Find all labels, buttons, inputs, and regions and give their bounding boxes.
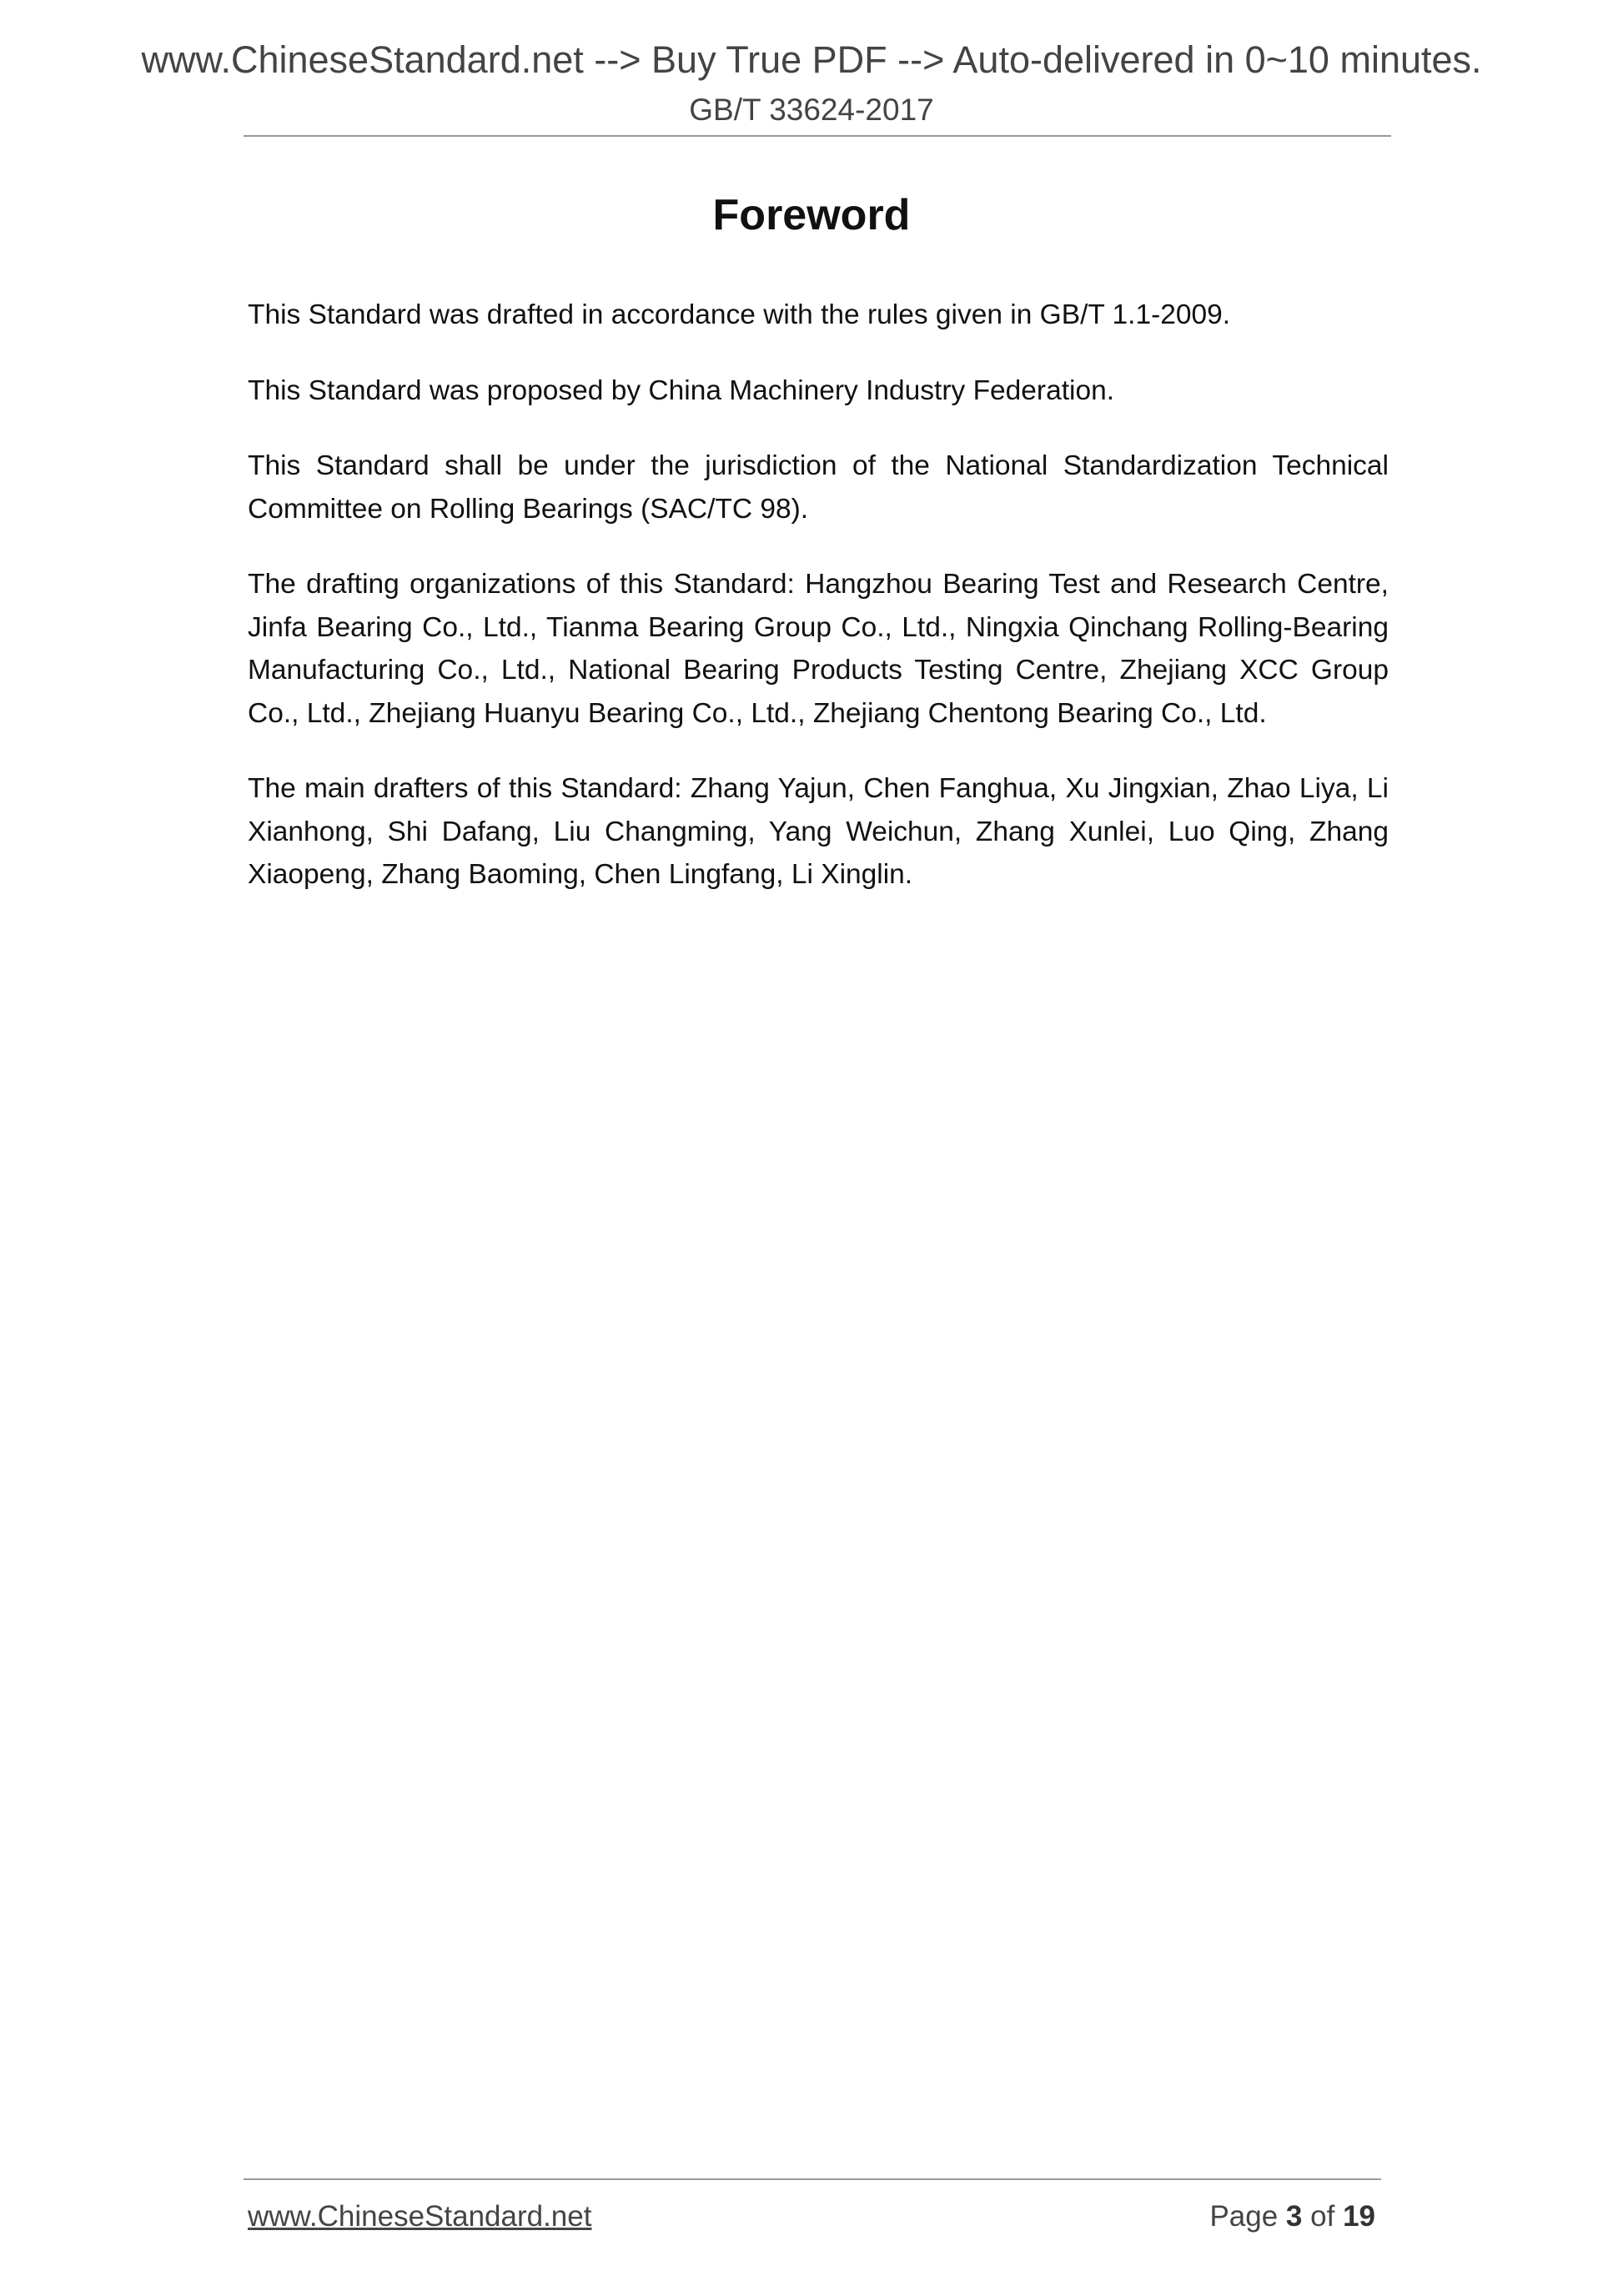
page-current: 3 <box>1285 2200 1303 2233</box>
paragraph: This Standard was proposed by China Machinery Industry Federation. <box>248 374 1115 406</box>
page-prefix: Page <box>1209 2200 1279 2233</box>
page-of: of <box>1310 2200 1335 2233</box>
footer-website-link[interactable]: www.ChineseStandard.net <box>248 2200 592 2233</box>
paragraph: The main drafters of this Standard: Zhang Yajun, Chen Fanghua, Xu Jingxian, Zhao Liya, Li Xianhong, Shi Dafang, Liu Changming, Yang Weichun, Zhang Xunlei, Luo Qing, Zhang Xiaopeng, Zhang Baoming, Chen Lingfang, Li Xinglin. <box>248 773 1389 890</box>
header-divider <box>244 135 1391 137</box>
header-banner: www.ChineseStandard.net --> Buy True PDF --> Auto-delivered in 0~10 minutes. <box>141 38 1482 81</box>
footer-divider <box>244 2178 1381 2180</box>
page-title: Foreword <box>712 191 911 239</box>
document-number: GB/T 33624-2017 <box>689 93 934 127</box>
paragraph: This Standard shall be under the jurisdiction of the National Standardization Technical Committee on Rolling Bearings (SAC/TC 98). <box>248 450 1389 525</box>
page-number <box>1209 2200 1375 2233</box>
paragraph: The drafting organizations of this Standard: Hangzhou Bearing Test and Research Centre, Jinfa Bearing Co., Ltd., Tianma Bearing Group Co., Ltd., Ningxia Qinchang Rolling-Bearing Manufacturing Co., Ltd., National Bearing Products Testing Centre, Zhejiang XCC Group Co., Ltd., Zhejiang Huanyu Bearing Co., Ltd., Zhejiang Chentong Bearing Co., Ltd. <box>248 569 1389 729</box>
paragraph: This Standard was drafted in accordance with the rules given in GB/T 1.1-2009. <box>248 299 1231 330</box>
foreword-body <box>248 294 1389 929</box>
page-total: 19 <box>1343 2200 1375 2233</box>
